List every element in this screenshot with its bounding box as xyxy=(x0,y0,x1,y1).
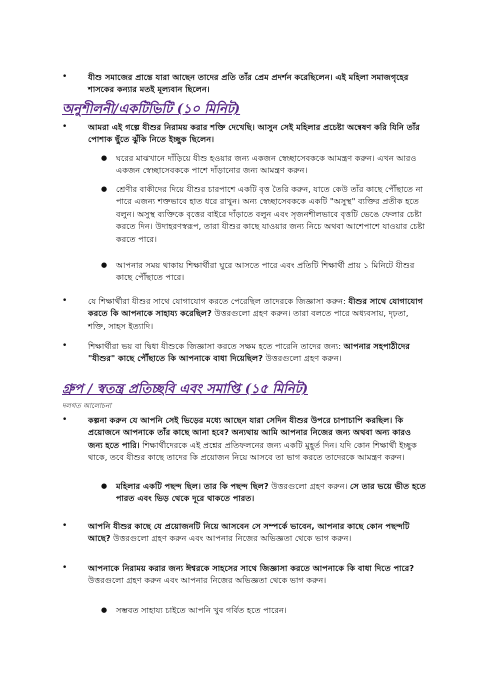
bullet-dot: • xyxy=(62,341,68,351)
question-text: যীশুর সাথে যোগাযোগ করতে কি আপনাকে সাহায্য করেছিল? xyxy=(88,296,423,319)
question-tail-text: উত্তরগুলো গ্রহণ করুন। তারা বলতে পারে অধ্যবসায়, দৃঢ়তা, শক্তি, সাহস ইত্যাদি। xyxy=(88,308,409,331)
reflection-paragraph-2 xyxy=(88,520,428,545)
reflection-step-2: সম্ভবত সাহায্য চাইতে আপনি খুব গর্বিত হতে পারেন। xyxy=(116,605,287,615)
activity-question-1 xyxy=(88,295,428,332)
section-subheading: দলগত আলোচনা xyxy=(62,402,112,410)
activity-step-1: ঘরের মাঝখানে দাঁড়িয়ে যীশু হওয়ার জন্য একজন স্বেচ্ছাসেবককে আমন্ত্রণ করুন। এখন আরও একজন স্বেচ্ছাসেবককে পাশে দাঁড়ানোর জন্য আমন্ত্রণ করুন। xyxy=(116,153,417,176)
section-heading-reflection: গ্রুপ / স্বতন্ত্র প্রতিচ্ছবি এবং সমাপ্তি (১৫ মিনিট) xyxy=(62,382,309,397)
reflection-question: মহিলার একটি পছন্দ ছিল। তার কি পছন্দ ছিল? xyxy=(116,481,269,491)
reflection-instructions: শিক্ষার্থীদেরকে এই প্রশ্নের প্রতিফলনের জন্য একটি মুহূর্ত দিন। যদি কোন শিক্ষার্থী ইচ্ছুক থাকে, তবে যীশুর কাছে তাদের কি প্রয়োজন নিয়ে আসবে তা ভাগ করতে তাদেরকে আমন্ত্রণ করুন। xyxy=(88,439,417,463)
reflection-instructions: উত্তরগুলো গ্রহণ করুন এবং আপনার নিজের অভিজ্ঞতা থেকে ভাগ করুন। xyxy=(110,533,352,544)
bullet-dot: • xyxy=(62,521,68,531)
question-lead-text: শিক্ষার্থীরা ভয় বা দ্বিধা যীশুকে জিজ্ঞাসা করতে সক্ষম হতে পারেনি তাদের জন্য: xyxy=(88,341,344,351)
reflection-paragraph-1 xyxy=(88,414,428,464)
question-text: আপনার সহপাঠীদের "যীশুর" কাছে পৌঁছাতে কি আপনাকে বাধা দিয়েছিল? xyxy=(88,341,410,364)
activity-step-2: শ্রেণীর বাকীদের দিয়ে যীশুর চারপাশে একটি বৃত্ত তৈরি করুন, যাতে কেউ তাঁর কাছে পৌঁছাতে না পারে এজন্য শক্তভাবে হাত ধরে রাখুন। অন্য স্বেচ্ছাসেবককে একটি "অসুস্থ" ব্যক্তির প্রতীক হতে বলুন। অসুস্থ ব্যক্তিকে বৃত্তের বাইরে দাঁড়াতে বলুন এবং সৃজনশীলভাবে বৃত্তটি ভেঙে ফেলার চেষ্টা করতে দিন। উদাহরণস্বরূপ, তারা যীশুর কাছে যাওয়ার জন্য নিচে অথবা আশেপাশে যাওয়ার চেষ্টা করতে পারে। xyxy=(116,184,425,244)
bullet-dot: • xyxy=(62,72,68,82)
bullet-dot: • xyxy=(62,563,68,573)
sub-bullet-dot: ● xyxy=(101,261,108,269)
reflection-prompt: আপনাকে নিরাময় করার জন্য ঈশ্বরকে সাহসের সাথে জিজ্ঞাসা করতে আপনাকে কি বাধা দিতে পারে? xyxy=(88,563,415,573)
activity-question-2 xyxy=(88,340,428,365)
intro-paragraph: যীশু সমাজের প্রান্তে যারা আছেন তাদের প্রতি তাঁর প্রেম প্রদর্শন করেছিলেন। এই মহিলা সমাজগৃহের শাসকের কন্যার মতই মূল্যবান ছিলেন। xyxy=(88,72,409,95)
activity-step-3: আপনার সময় থাকায় শিক্ষার্থীরা ঘুরে আসতে পারে এবং প্রতিটি শিক্ষার্থী প্রায় ১ মিনিটে যীশুর কাছে পৌঁছাতে পারে। xyxy=(116,260,415,283)
bullet-dot: • xyxy=(62,296,68,306)
reflection-paragraph-3 xyxy=(88,562,428,587)
bullet-dot: • xyxy=(62,122,68,132)
reflection-prompt: আপনি যীশুর কাছে যে প্রয়োজনটি নিয়ে আসবেন সে সম্পর্কে ভাবেন, আপনার কাছে কোন পছন্দটি আছে? xyxy=(88,521,410,544)
activity-intro-paragraph: আমরা এই গল্পে যীশুর নিরাময় করার শক্তি দেখেছি। আসুন সেই মহিলার প্রচেষ্টা অন্বেষণ করি যিনি তাঁর পোশাক ছুঁতে ঝুঁকি নিতে ইচ্ছুক ছিলেন। xyxy=(88,122,420,145)
question-lead-text: যে শিক্ষার্থীরা যীশুর সাথে যোগাযোগ করতে পেরেছিল তাদেরকে জিজ্ঞাসা করুন: xyxy=(88,296,349,306)
section-heading-activity: অনুশীলনী/একটিভিটি (১০ মিনিট) xyxy=(62,102,241,117)
reflection-instructions: উত্তরগুলো গ্রহণ করুন এবং আপনার নিজের অভিজ্ঞতা থেকে ভাগ করুন। xyxy=(88,575,327,586)
sub-bullet-dot: ● xyxy=(101,482,108,490)
reflection-instruction: উত্তরগুলো গ্রহণ করুন। xyxy=(268,481,351,491)
sub-bullet-dot: ● xyxy=(101,154,108,162)
reflection-answer: সে তার ভয়ে ভীত হতে পারত এবং ভিড় থেকে দূরে থাকতে পারত। xyxy=(116,481,426,504)
reflection-step-1 xyxy=(116,480,428,505)
sub-bullet-dot: ● xyxy=(101,185,108,193)
question-tail-text: উত্তরগুলো গ্রহণ করুন। xyxy=(262,353,342,364)
bullet-dot: • xyxy=(62,415,68,425)
reflection-prompt: কল্পনা করুন যে আপনি সেই ভিড়ের মধ্যে আছেন যারা সেদিন যীশুর উপরে চাপাচাপি করছিল। কি প্রয়োজনে আপনাকে তাঁর কাছে আনা হবে? অন্যথায় আমি আপনার নিজের জন্য অথবা অন্য কারও জন্য হতে পারি। xyxy=(88,415,412,450)
sub-bullet-dot: ● xyxy=(101,606,108,614)
